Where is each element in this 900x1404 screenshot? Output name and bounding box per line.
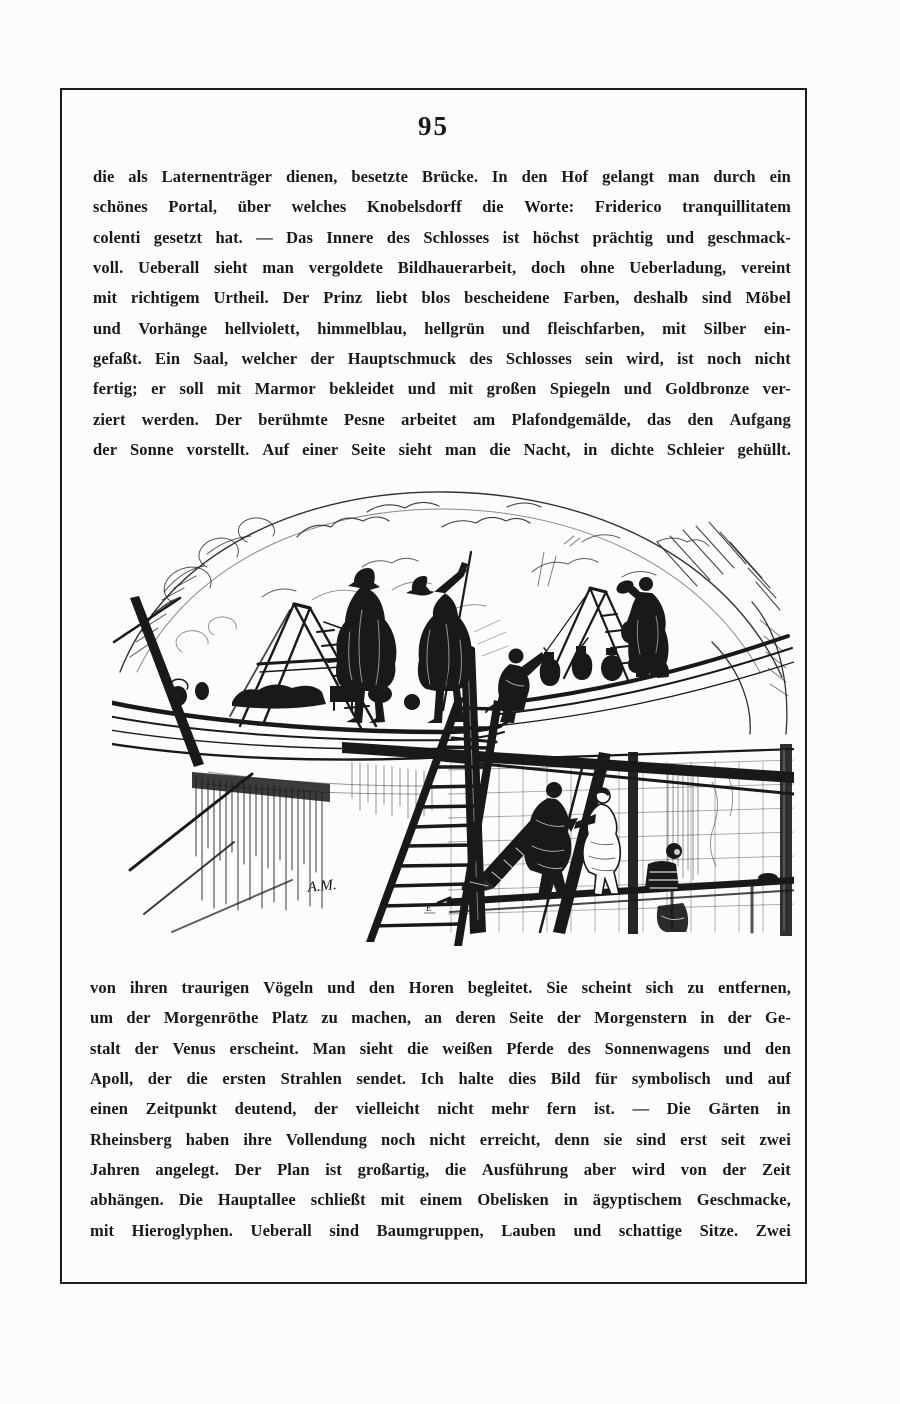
page-number: 95 — [418, 111, 449, 141]
artist-signature: A.M. — [306, 877, 338, 896]
text-line: gefaßt. Ein Saal, welcher der Hauptschmuck des Schlosses sein wird, ist noch nicht — [93, 349, 791, 369]
text-line: abhängen. Die Hauptallee schließt mit einem Obelisken in ägyptischem Geschmacke, — [90, 1190, 791, 1210]
text-line: die als Laternenträger dienen, besetzte Brücke. In den Hof gelangt man durch ein — [93, 167, 791, 186]
text-line: Jahren angelegt. Der Plan ist großartig, die Ausführung aber wird von der Zeit — [90, 1160, 791, 1180]
text-line: schönes Portal, über welches Knobelsdorff die Worte: Friderico tranquillitatem — [93, 197, 791, 217]
text-line: voll. Ueberall sieht man vergoldete Bildhauerarbeit, doch ohne Ueberladung, vereint — [93, 258, 791, 278]
engraver-monogram: E — [426, 903, 432, 913]
text-line: von ihren traurigen Vögeln und den Horen begleitet. Sie scheint sich zu entfernen, — [90, 978, 791, 997]
text-line: stalt der Venus erscheint. Man sieht die weißen Pferde des Sonnenwagens und den — [90, 1038, 791, 1058]
engraving-illustration — [112, 480, 794, 948]
text-line: mit Hieroglyphen. Ueberall sind Baumgruppen, Lauben und schattige Sitze. Zwei — [90, 1220, 791, 1240]
ceiling-painters-engraving — [112, 480, 794, 948]
text-line: Rheinsberg haben ihre Vollendung noch nicht erreicht, denn sie sind erst seit zwei — [90, 1129, 791, 1149]
text-line: um der Morgenröthe Platz zu machen, an deren Seite der Morgenstern in der Ge- — [90, 1008, 791, 1028]
text-line: mit richtigem Urtheil. Der Prinz liebt blos bescheidene Farben, deshalb sind Möbel — [93, 288, 791, 308]
text-line: colenti gesetzt hat. — Das Innere des Schlosses ist höchst prächtig und geschmack- — [93, 227, 791, 247]
body-text-top — [93, 162, 791, 465]
text-line: Apoll, der die ersten Strahlen sendet. Ich halte dies Bild für symbolisch und auf — [90, 1069, 791, 1089]
body-text-bottom — [90, 973, 791, 1246]
signatures — [306, 877, 435, 913]
text-line: ziert werden. Der berühmte Pesne arbeitet am Plafondgemälde, das den Aufgang — [93, 409, 791, 429]
text-line: und Vorhänge hellviolett, himmelblau, hellgrün und fleischfarben, mit Silber ein- — [93, 318, 791, 338]
text-line: der Sonne vorstellt. Auf einer Seite sieht man die Nacht, in dichte Schleier gehüllt. — [93, 440, 791, 460]
text-line: einen Zeitpunkt deutend, der vielleicht nicht mehr fern ist. — Die Gärten in — [90, 1099, 791, 1119]
text-line: fertig; er soll mit Marmor bekleidet und mit großen Spiegeln und Goldbronze ver- — [93, 379, 791, 399]
